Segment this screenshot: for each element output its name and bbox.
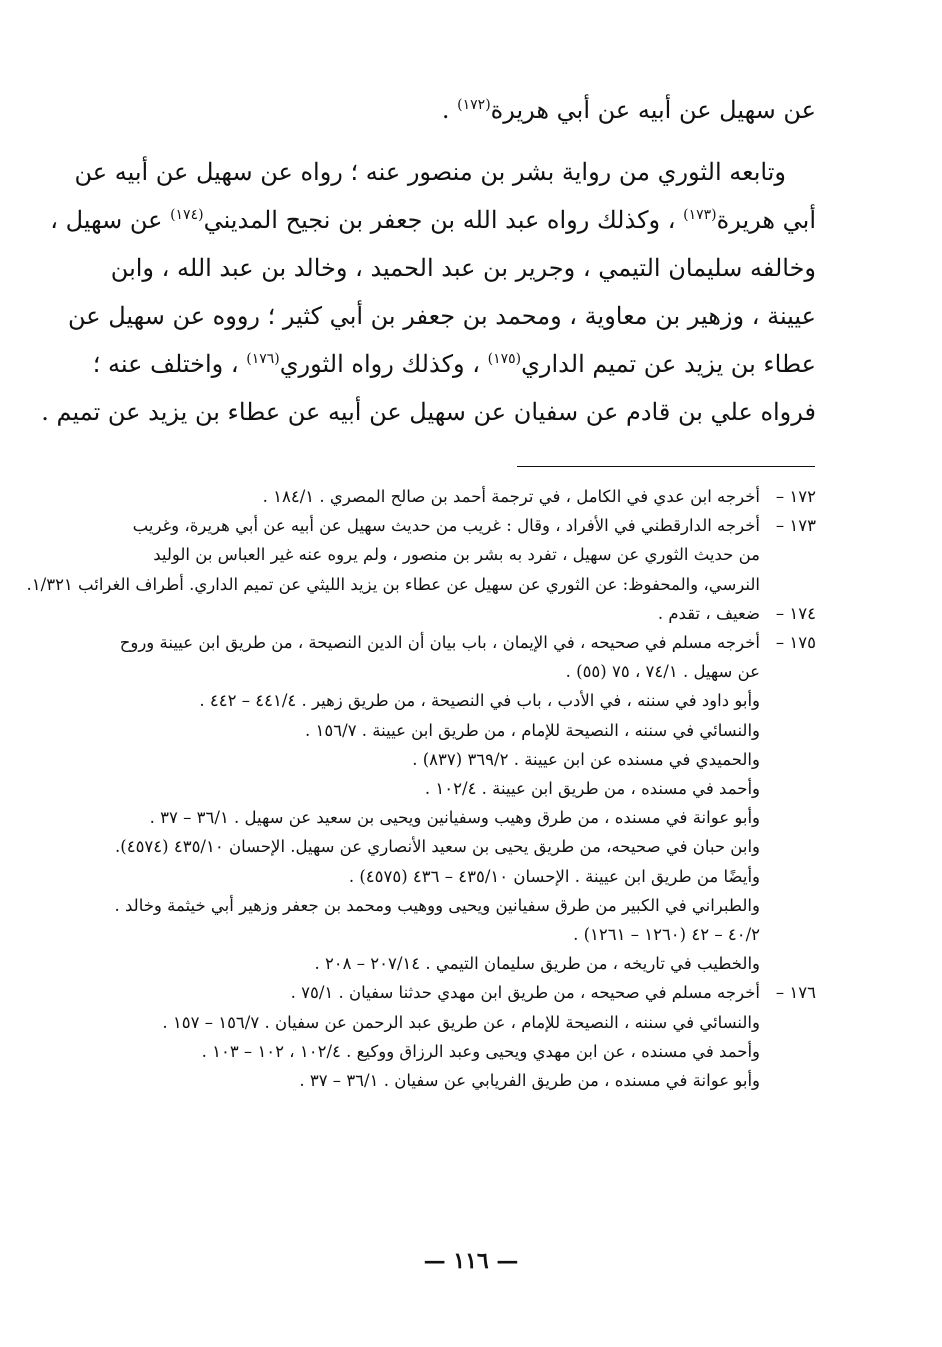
paragraph-line-3: وخالفه سليمان التيمي ، وجرير بن عبد الحميد ، وخالد بن عبد الله ، وابن bbox=[110, 254, 816, 282]
footnote-number: ١٧٦ – bbox=[775, 983, 816, 1003]
paragraph-line-5-a: عطاء بن يزيد عن تميم الداري bbox=[521, 350, 816, 378]
footnote-number: ١٧٥ – bbox=[775, 633, 816, 653]
footnote-line: والحميدي في مسنده عن ابن عيينة . ٣٦٩/٢ (٨٣٧) . bbox=[412, 749, 760, 769]
footnote-ref-176[interactable]: (١٧٦) bbox=[246, 351, 280, 367]
footnote-172 bbox=[100, 482, 816, 511]
footnote-176 bbox=[100, 978, 816, 1007]
footnotes bbox=[26, 482, 816, 1095]
footnote-174 bbox=[100, 599, 816, 628]
paragraph-line-2 bbox=[50, 196, 816, 244]
footnote-line: أخرجه مسلم في صحيحه ، في الإيمان ، باب بيان أن الدين النصيحة ، من طريق ابن عيينة وروح bbox=[119, 633, 760, 653]
page-number: — ١١٦ — bbox=[423, 1248, 519, 1274]
footnote-number: ١٧٣ – bbox=[775, 516, 816, 536]
footnote-line: والنسائي في سننه ، النصيحة للإمام ، عن طريق عبد الرحمن عن سفيان . ١٥٦/٧ – ١٥٧ . bbox=[162, 1012, 760, 1032]
footnote-line: النرسي، والمحفوظ: عن الثوري عن سهيل عن عطاء بن يزيد الليثي عن تميم الداري. أطراف الغرائب ١/٣٢١. bbox=[26, 574, 760, 594]
footnote-line: والخطيب في تاريخه ، من طريق سليمان التيمي . ٢٠٧/١٤ – ٢٠٨ . bbox=[314, 954, 760, 974]
footnote-line: من حديث الثوري عن سهيل ، تفرد به بشر بن منصور ، ولم يروه عنه غير العباس بن الوليد bbox=[153, 545, 760, 565]
footnote-separator bbox=[517, 466, 815, 467]
footnote-ref-175[interactable]: (١٧٥) bbox=[487, 351, 522, 367]
footnote-ref-172[interactable]: (١٧٢) bbox=[457, 97, 491, 113]
footnote-line: ٤٠/٢ – ٤٢ (١٢٦٠ – ١٢٦١) . bbox=[573, 925, 760, 945]
footnote-176-continuation bbox=[100, 1008, 816, 1096]
paragraph-line-5-b: ، وكذلك رواه الثوري bbox=[279, 350, 480, 378]
footnote-line: أخرجه ابن عدي في الكامل ، في ترجمة أحمد بن صالح المصري . ١٨٤/١ . bbox=[262, 487, 760, 506]
footnote-line: والطبراني في الكبير من طرق سفيانين ويحيى ووهيب ومحمد بن جعفر وزهير أبي خيثمة وخالد . bbox=[114, 895, 760, 915]
main-paragraph bbox=[41, 148, 816, 436]
intro-line bbox=[100, 86, 816, 134]
paragraph-line-6: فرواه علي بن قادم عن سفيان عن سهيل عن أبيه عن عطاء بن يزيد عن تميم . bbox=[41, 398, 816, 426]
paragraph-line-5-c: ، واختلف عنه ؛ bbox=[92, 350, 239, 378]
footnote-line: وأحمد في مسنده ، عن ابن مهدي ويحيى وعبد الرزاق ووكيع . ١٠٢/٤ ، ١٠٢ – ١٠٣ . bbox=[201, 1041, 760, 1061]
footnote-line: وأحمد في مسنده ، من طريق ابن عيينة . ١٠٢/٤ . bbox=[424, 779, 760, 799]
footnote-line: والنسائي في سننه ، النصيحة للإمام ، من طريق ابن عيينة . ١٥٦/٧ . bbox=[305, 720, 760, 740]
footnote-line: وأبو داود في سننه ، في الأدب ، باب في النصيحة ، من طريق زهير . ٤٤١/٤ – ٤٤٢ . bbox=[199, 691, 760, 711]
paragraph-line-5 bbox=[92, 340, 816, 388]
footnote-number: ١٧٢ – bbox=[775, 487, 816, 506]
footnote-line: عن سهيل . ٧٤/١ ، ٧٥ (٥٥) . bbox=[565, 662, 760, 682]
footnote-ref-173[interactable]: (١٧٣) bbox=[683, 207, 717, 223]
paragraph-line-2-c: عن سهيل ، bbox=[50, 206, 163, 234]
footnote-line: أخرجه الدارقطني في الأفراد ، وقال : غريب من حديث سهيل عن أبيه عن أبي هريرة، وغريب bbox=[132, 516, 760, 536]
footnote-175-continuation bbox=[100, 686, 816, 978]
footnote-175 bbox=[100, 628, 816, 686]
footnote-ref-174[interactable]: (١٧٤) bbox=[170, 207, 204, 223]
footnote-line: وأبو عوانة في مسنده ، من طريق الفريابي عن سفيان . ٣٦/١ – ٣٧ . bbox=[299, 1071, 760, 1091]
paragraph-line-2-b: ، وكذلك رواه عبد الله بن جعفر بن نجيح المديني bbox=[203, 206, 676, 234]
footnote-line: وأبو عوانة في مسنده ، من طرق وهيب وسفيانين ويحيى بن سعيد عن سهيل . ٣٦/١ – ٣٧ . bbox=[149, 808, 760, 828]
paragraph-line-1: وتابعه الثوري من رواية بشر بن منصور عنه ؛ رواه عن سهيل عن أبيه عن bbox=[74, 158, 786, 186]
footnote-line: وأيضًا من طريق ابن عيينة . الإحسان ٤٣٥/١٠ – ٤٣٦ (٤٥٧٥) . bbox=[348, 866, 760, 886]
paragraph-line-4: عيينة ، وزهير بن معاوية ، ومحمد بن جعفر بن أبي كثير ؛ رووه عن سهيل عن bbox=[68, 302, 816, 330]
footnote-line: ضعيف ، تقدم . bbox=[657, 603, 760, 623]
footnote-number: ١٧٤ – bbox=[775, 603, 816, 623]
intro-end: . bbox=[441, 96, 450, 124]
intro-text: عن سهيل عن أبيه عن أبي هريرة bbox=[490, 96, 816, 124]
paragraph-line-2-a: أبي هريرة bbox=[716, 206, 816, 234]
footnote-173 bbox=[26, 511, 816, 599]
footnote-line: وابن حبان في صحيحه، من طريق يحيى بن سعيد الأنصاري عن سهيل. الإحسان ٤٣٥/١٠ (٤٥٧٤). bbox=[115, 837, 760, 857]
footnote-line: أخرجه مسلم في صحيحه ، من طريق ابن مهدي حدثنا سفيان . ٧٥/١ . bbox=[290, 983, 760, 1003]
